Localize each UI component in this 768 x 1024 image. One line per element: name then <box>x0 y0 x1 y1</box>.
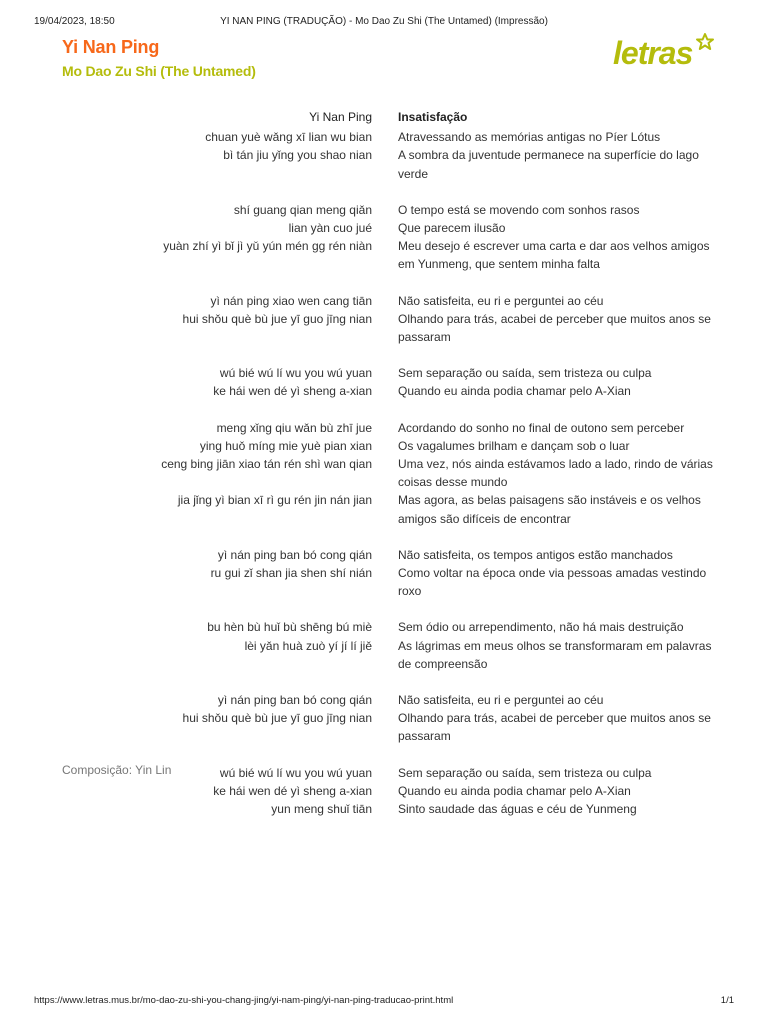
stanza <box>0 691 768 746</box>
original-line: chuan yuè wǎng xī lian wu bian <box>205 130 372 145</box>
original-line: meng xǐng qiu wǎn bù zhī jue <box>216 420 372 435</box>
translation-column-header: Insatisfação <box>398 110 468 124</box>
translation-line: Quando eu ainda podia chamar pelo A-Xian <box>398 384 631 399</box>
star-icon <box>697 34 713 49</box>
translation-line: Sem separação ou saída, sem tristeza ou culpa <box>398 765 652 780</box>
lyric-line <box>0 709 768 745</box>
translation-line: Como voltar na época onde via pessoas amadas vestindo roxo <box>398 566 707 599</box>
original-line: shí guang qian meng qiǎn <box>233 202 372 217</box>
stanza <box>0 292 768 347</box>
translation-line: Não satisfeita, eu ri e perguntei ao céu <box>398 693 604 708</box>
original-line: ru gui zǐ shan jia shen shí nián <box>210 566 372 581</box>
composer-credit: Composição: Yin Lin <box>62 763 172 777</box>
original-column-header: Yi Nan Ping <box>309 110 372 124</box>
original-line: bì tán jiu yǐng you shao nian <box>223 148 372 163</box>
original-line: ceng bing jiān xiao tán rén shì wan qian <box>161 457 372 472</box>
stanza <box>0 618 768 673</box>
song-title: Yi Nan Ping <box>62 37 160 57</box>
song-artist: Mo Dao Zu Shi (The Untamed) <box>62 63 256 79</box>
translation-line: As lágrimas em meus olhos se transformaram em palavras de compreensão <box>398 638 712 671</box>
original-line: jia jǐng yì bian xī rì gu rén jin nán jian <box>177 493 372 508</box>
stanzas <box>0 128 768 818</box>
page-number: 1/1 <box>720 995 734 1006</box>
translation-line: Olhando para trás, acabei de perceber que muitos anos se passaram <box>398 711 711 744</box>
translation-line: Que parecem ilusão <box>398 221 506 236</box>
print-document-title: YI NAN PING (TRADUÇÃO) - Mo Dao Zu Shi (The Untamed) (Impressão) <box>220 16 548 27</box>
lyric-line <box>0 382 768 400</box>
lyrics-table <box>0 108 768 818</box>
original-line: wú bié wú lí wu you wú yuan <box>219 366 372 381</box>
stanza-gap <box>0 528 768 546</box>
letras-logo-text: letras <box>613 35 693 71</box>
lyric-line <box>0 219 768 237</box>
translation-line: Acordando do sonho no final de outono sem perceber <box>398 420 685 435</box>
original-line: hui shǒu què bù jue yī guo jīng nian <box>182 711 372 726</box>
stanza-gap <box>0 673 768 691</box>
translation-line: Não satisfeita, eu ri e perguntei ao céu <box>398 293 604 308</box>
translation-line: Sinto saudade das águas e céu de Yunmeng <box>398 802 637 817</box>
original-line: lian yàn cuo jué <box>288 221 372 236</box>
lyric-line <box>0 128 768 146</box>
lyric-line <box>0 800 768 818</box>
original-line: ke hái wen dé yì sheng a-xian <box>213 384 372 399</box>
translation-line: Quando eu ainda podia chamar pelo A-Xian <box>398 783 631 798</box>
original-line: lèi yǎn huà zuò yí jí lí jiě <box>244 638 372 653</box>
translation-line: A sombra da juventude permanece na superfície do lago verde <box>398 148 699 181</box>
print-date: 19/04/2023, 18:50 <box>34 16 115 27</box>
stanza <box>0 201 768 274</box>
original-line: bu hèn bù huǐ bù shēng bú miè <box>207 620 372 635</box>
lyric-line <box>0 455 768 491</box>
lyric-line <box>0 437 768 455</box>
lyric-line <box>0 782 768 800</box>
lyric-line <box>0 237 768 273</box>
lyric-line <box>0 201 768 219</box>
column-headers <box>0 108 768 126</box>
original-line: ying huǒ míng mie yuè pian xian <box>199 438 372 453</box>
original-line: yì nán ping ban bó cong qián <box>217 547 372 562</box>
stanza-gap <box>0 183 768 201</box>
original-line: yì nán ping xiao wen cang tiān <box>210 293 372 308</box>
stanza <box>0 546 768 601</box>
original-line: yun meng shuǐ tiān <box>271 802 372 817</box>
page-url: https://www.letras.mus.br/mo-dao-zu-shi-you-chang-jing/yi-nam-ping/yi-nan-ping-traducao-print.html <box>34 995 454 1006</box>
translation-line: Olhando para trás, acabei de perceber que muitos anos se passaram <box>398 311 711 345</box>
stanza-gap <box>0 346 768 364</box>
translation-line: Uma vez, nós ainda estávamos lado a lado, rindo de várias coisas desse mundo <box>398 457 713 490</box>
stanza-gap <box>0 746 768 764</box>
stanza-gap <box>0 600 768 618</box>
translation-line: Meu desejo é escrever uma carta e dar aos velhos amigos em Yunmeng, que sentem minha falta <box>398 239 710 272</box>
lyric-line <box>0 637 768 673</box>
print-footer <box>34 995 734 1009</box>
lyric-line <box>0 146 768 182</box>
stanza <box>0 364 768 400</box>
lyric-line <box>0 364 768 382</box>
print-header <box>34 16 734 30</box>
stanza <box>0 419 768 528</box>
lyric-line <box>0 419 768 437</box>
translation-line: Não satisfeita, os tempos antigos estão manchados <box>398 547 673 562</box>
lyric-line <box>0 691 768 709</box>
translation-line: Sem ódio ou arrependimento, não há mais destruição <box>398 620 684 635</box>
lyric-line <box>0 491 768 527</box>
lyric-line <box>0 618 768 636</box>
translation-line: Sem separação ou saída, sem tristeza ou culpa <box>398 366 652 381</box>
stanza-gap <box>0 401 768 419</box>
original-line: hui shǒu què bù jue yī guo jīng nian <box>182 311 372 326</box>
translation-line: Os vagalumes brilham e dançam sob o luar <box>398 438 630 453</box>
lyric-line <box>0 292 768 310</box>
lyric-line <box>0 564 768 600</box>
translation-line: Mas agora, as belas paisagens são instáveis e os velhos amigos são difíceis de encontrar <box>398 493 701 526</box>
lyric-line <box>0 310 768 346</box>
original-line: yuàn zhí yì bǐ jì yǔ yún mén gg rén niàn <box>163 239 372 254</box>
lyric-line <box>0 546 768 564</box>
stanza <box>0 128 768 183</box>
original-line: ke hái wen dé yì sheng a-xian <box>213 783 372 798</box>
letras-logo <box>611 30 715 74</box>
translation-line: O tempo está se movendo com sonhos rasos <box>398 202 640 217</box>
stanza-gap <box>0 274 768 292</box>
original-line: yì nán ping ban bó cong qián <box>217 693 372 708</box>
translation-line: Atravessando as memórias antigas no Píer Lótus <box>398 130 661 145</box>
original-line: wú bié wú lí wu you wú yuan <box>219 765 372 780</box>
